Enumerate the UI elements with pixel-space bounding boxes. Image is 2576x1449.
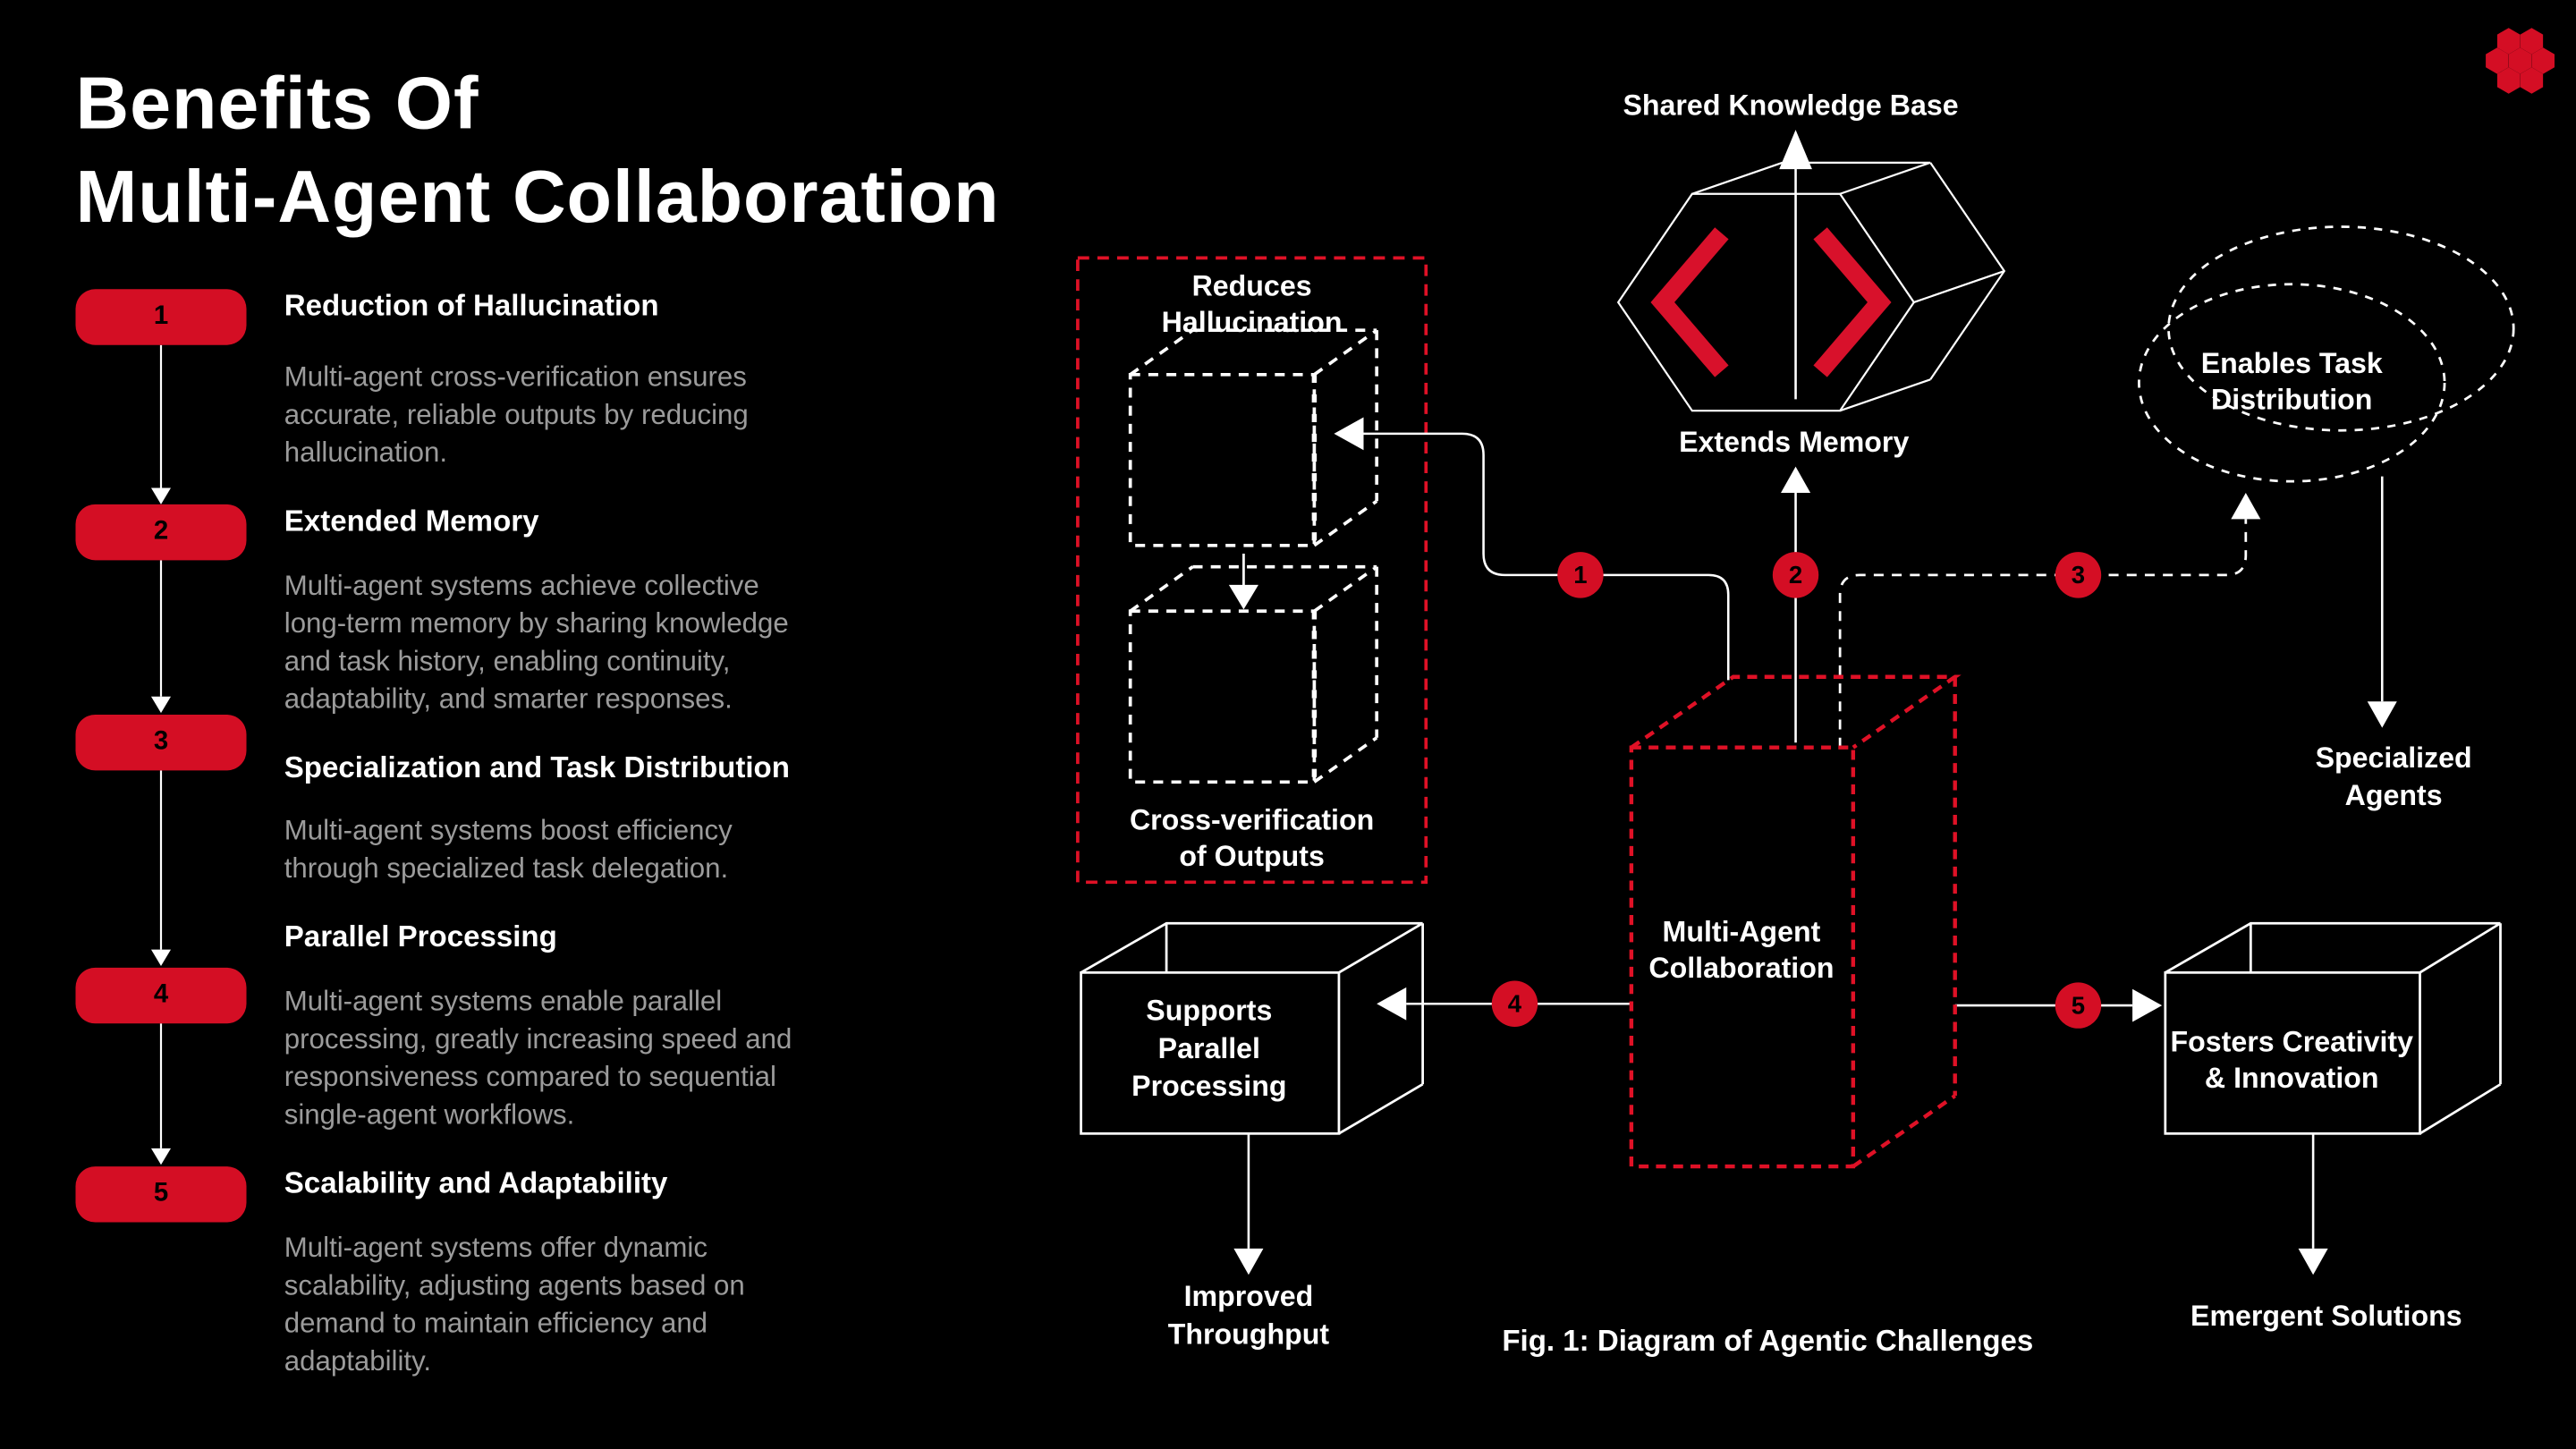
page-title [75,55,999,242]
benefit-heading-4: Parallel Processing [284,919,557,953]
benefit-body-line: Multi-agent systems enable parallel [284,986,723,1017]
cross-verification-label [1130,801,1374,874]
benefit-body-line: single-agent workflows. [284,1098,575,1131]
connector-2 [1781,467,1810,743]
benefit-body-line: accurate, reliable outputs by reducing [284,399,749,431]
label-line: Supports [1146,994,1273,1027]
benefit-body-line: scalability, adjusting agents based on [284,1269,745,1301]
connector-3 [1840,493,2260,748]
label-line: Specialized [2315,741,2472,775]
brand-logo [2468,8,2573,114]
benefit-body-line: demand to maintain efficiency and [284,1308,708,1339]
label-line: Throughput [1167,1318,1330,1351]
label-line: Reduces [1191,269,1312,302]
code-brackets-icon [1663,233,1879,371]
benefit-body-line: Multi-agent systems boost efficiency [284,815,733,846]
connector-1 [1334,418,1728,681]
benefit-body-4 [284,982,792,1133]
output-cube-top-icon [1131,330,1377,546]
label-line: Multi-Agent [1662,915,1821,948]
flow-marker-5: 5 [2055,982,2101,1028]
page-title-line1: Benefits Of [75,60,479,145]
specialized-agents-label [2316,740,2472,815]
reduces-hallucination-frame [1078,258,1426,882]
flow-marker-3: 3 [2055,552,2101,597]
benefit-heading-5: Scalability and Adaptability [284,1166,668,1199]
extends-memory-label: Extends Memory [1679,425,1910,459]
benefit-body-5 [284,1229,745,1380]
flow-marker-1: 1 [1557,552,1603,597]
benefit-heading-2: Extended Memory [284,504,539,538]
label-line: Cross-verification [1129,803,1375,836]
specialized-agents-arrow [2368,477,2397,728]
benefit-body-3 [284,811,733,886]
improved-throughput-arrow [1233,1133,1263,1275]
label-line: Agents [2344,778,2443,812]
output-cube-bottom-icon [1131,567,1377,783]
label-line: Improved [1183,1279,1314,1313]
emergent-solutions-arrow [2299,1133,2328,1275]
label-line: & Innovation [2204,1061,2379,1095]
benefit-body-line: adaptability, and smarter responses. [284,683,733,715]
supports-parallel-processing-label [1131,992,1286,1106]
hexagon-cluster-icon [2468,8,2573,114]
label-line: Distribution [2211,382,2373,416]
benefit-number-pill-2: 2 [75,504,246,560]
benefit-body-line: and task history, enabling continuity, [284,645,731,677]
benefit-body-line: adaptability. [284,1345,432,1377]
benefit-number-pill-4: 4 [75,968,246,1023]
benefit-heading-1: Reduction of Hallucination [284,289,659,322]
benefit-number-pill-3: 3 [75,715,246,770]
benefit-body-line: processing, greatly increasing speed and [284,1023,792,1055]
benefit-number-pill-1: 1 [75,289,246,344]
figure-caption: Fig. 1: Diagram of Agentic Challenges [1502,1324,2034,1358]
flow-marker-4: 4 [1492,981,1538,1027]
reduces-hallucination-title [1162,267,1343,340]
benefit-body-line: through specialized task delegation. [284,852,729,885]
benefit-body-line: hallucination. [284,436,448,469]
emergent-solutions-label: Emergent Solutions [2190,1299,2462,1333]
label-line: Processing [1131,1069,1287,1103]
benefit-number-pill-5: 5 [75,1166,246,1222]
shared-knowledge-arrow [1779,130,1812,399]
label-line: Collaboration [1648,951,1835,985]
multi-agent-collaboration-label [1648,913,1834,986]
improved-throughput-label [1168,1278,1329,1353]
benefit-body-line: Multi-agent systems achieve collective [284,570,759,602]
label-line: of Outputs [1179,839,1325,873]
enables-task-distribution-label [2201,345,2383,418]
benefit-body-line: Multi-agent cross-verification ensures [284,361,747,393]
label-line: Hallucination [1161,305,1343,339]
benefit-body-line: responsiveness compared to sequential [284,1061,777,1093]
benefit-body-2 [284,567,789,718]
benefit-body-1 [284,358,749,471]
label-line: Enables Task [2200,346,2383,380]
benefit-body-line: long-term memory by sharing knowledge [284,607,789,640]
benefit-body-line: Multi-agent systems offer dynamic [284,1232,708,1264]
cross-verification-arrow [1229,554,1258,609]
label-line: Parallel [1157,1031,1261,1065]
fosters-creativity-label [2170,1023,2413,1096]
page-title-line2: Multi-Agent Collaboration [75,154,1000,239]
shared-knowledge-base-label: Shared Knowledge Base [1623,89,1959,122]
benefit-heading-3: Specialization and Task Distribution [284,750,790,784]
label-line: Fosters Creativity [2170,1025,2414,1058]
flow-marker-2: 2 [1773,552,1818,597]
